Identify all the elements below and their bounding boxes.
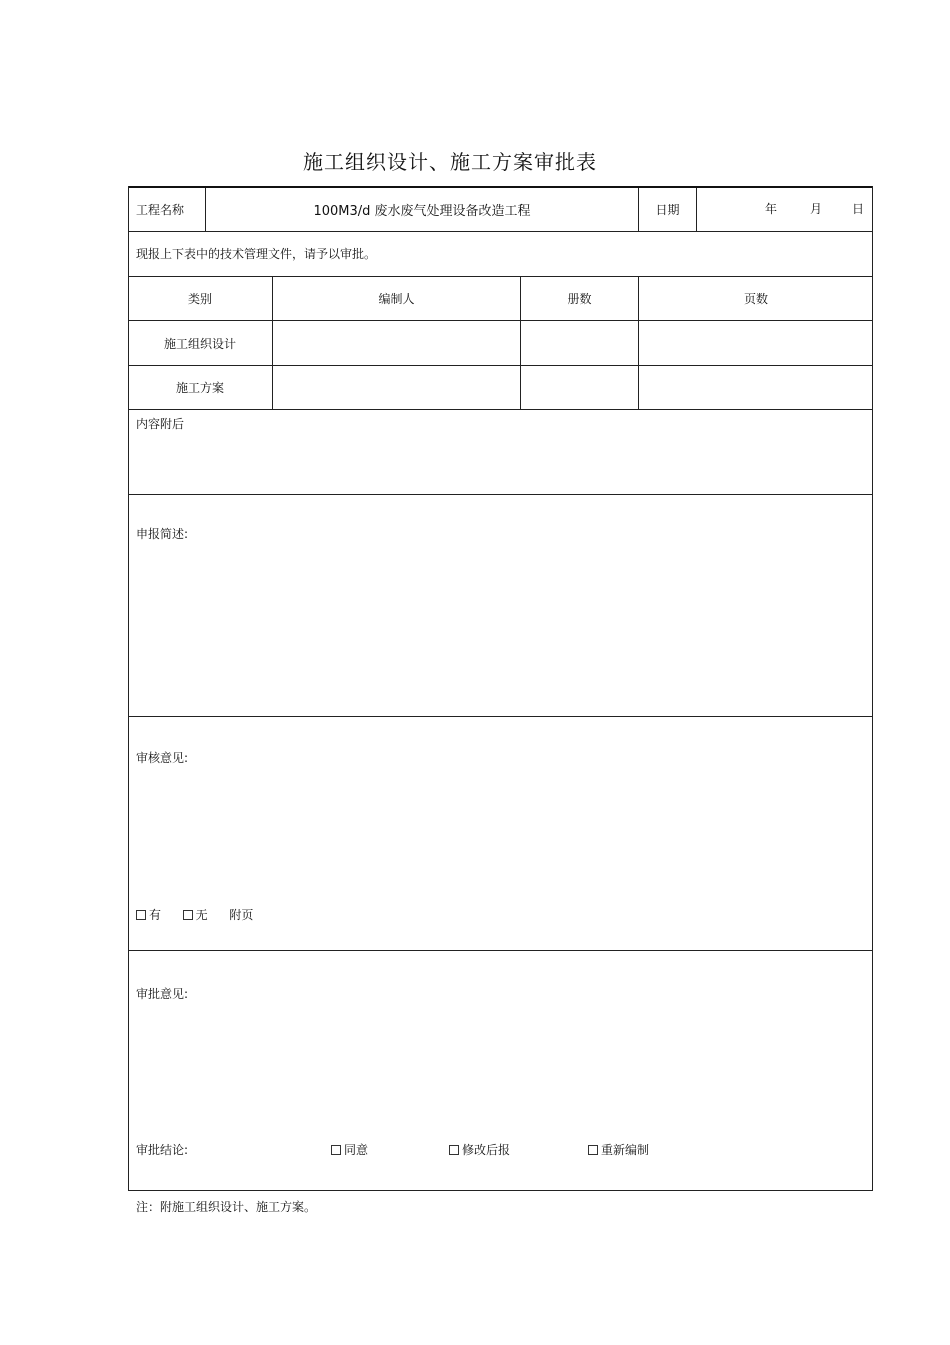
divider: [128, 494, 873, 495]
row-category: 施工组织设计: [128, 321, 273, 365]
header-author: 编制人: [273, 277, 521, 320]
recompile-option: 重新编制: [588, 1141, 649, 1158]
header-row: [128, 188, 873, 231]
day-label: 日: [852, 202, 865, 216]
header-volumes: 册数: [521, 277, 639, 320]
attached-label: 内容附后: [136, 417, 185, 431]
table-header-row: [128, 277, 873, 320]
divider: [128, 716, 873, 717]
recompile-checkbox[interactable]: [588, 1145, 598, 1155]
table-row: [128, 321, 873, 365]
month-label: 月: [810, 202, 823, 216]
date-label: 日期: [655, 203, 680, 217]
has-attachment-checkbox[interactable]: [136, 910, 146, 920]
row-author[interactable]: [273, 321, 521, 365]
attach-page-label: 附页: [229, 908, 254, 922]
divider: [128, 409, 873, 410]
revise-checkbox[interactable]: [449, 1145, 459, 1155]
project-name-cell[interactable]: [206, 188, 639, 231]
year-label: 年: [765, 202, 778, 216]
project-label: 工程名称: [136, 203, 185, 217]
page-title: 施工组织设计、施工方案审批表: [303, 150, 597, 174]
row-pages[interactable]: [639, 321, 873, 365]
attachment-options: 有 无 附页: [136, 906, 253, 923]
divider: [128, 950, 873, 951]
date-label-cell: [639, 188, 697, 231]
row-pages[interactable]: [639, 366, 873, 409]
agree-checkbox[interactable]: [331, 1145, 341, 1155]
agree-option: 同意: [331, 1141, 368, 1158]
conclusion-label: 审批结论:: [136, 1143, 189, 1157]
header-category: 类别: [128, 277, 273, 320]
intro-text: 现报上下表中的技术管理文件，请予以审批。: [136, 247, 377, 261]
project-label-cell: [128, 188, 206, 231]
brief-label: 申报简述:: [136, 527, 189, 541]
table-bottom-border: [128, 1190, 873, 1191]
approval-label: 审批意见:: [136, 987, 189, 1001]
date-value-cell[interactable]: [697, 188, 873, 231]
footnote: 注：附施工组织设计、施工方案。: [136, 1200, 317, 1214]
row-category: 施工方案: [128, 366, 273, 409]
table-row: [128, 366, 873, 409]
row-author[interactable]: [273, 366, 521, 409]
no-attachment-checkbox[interactable]: [183, 910, 193, 920]
divider: [128, 231, 873, 232]
row-volumes[interactable]: [521, 366, 639, 409]
row-volumes[interactable]: [521, 321, 639, 365]
project-name: 100M3/d 废水废气处理设备改造工程: [313, 204, 531, 219]
revise-option: 修改后报: [449, 1141, 510, 1158]
header-pages: 页数: [743, 292, 768, 306]
review-label: 审核意见:: [136, 751, 189, 765]
